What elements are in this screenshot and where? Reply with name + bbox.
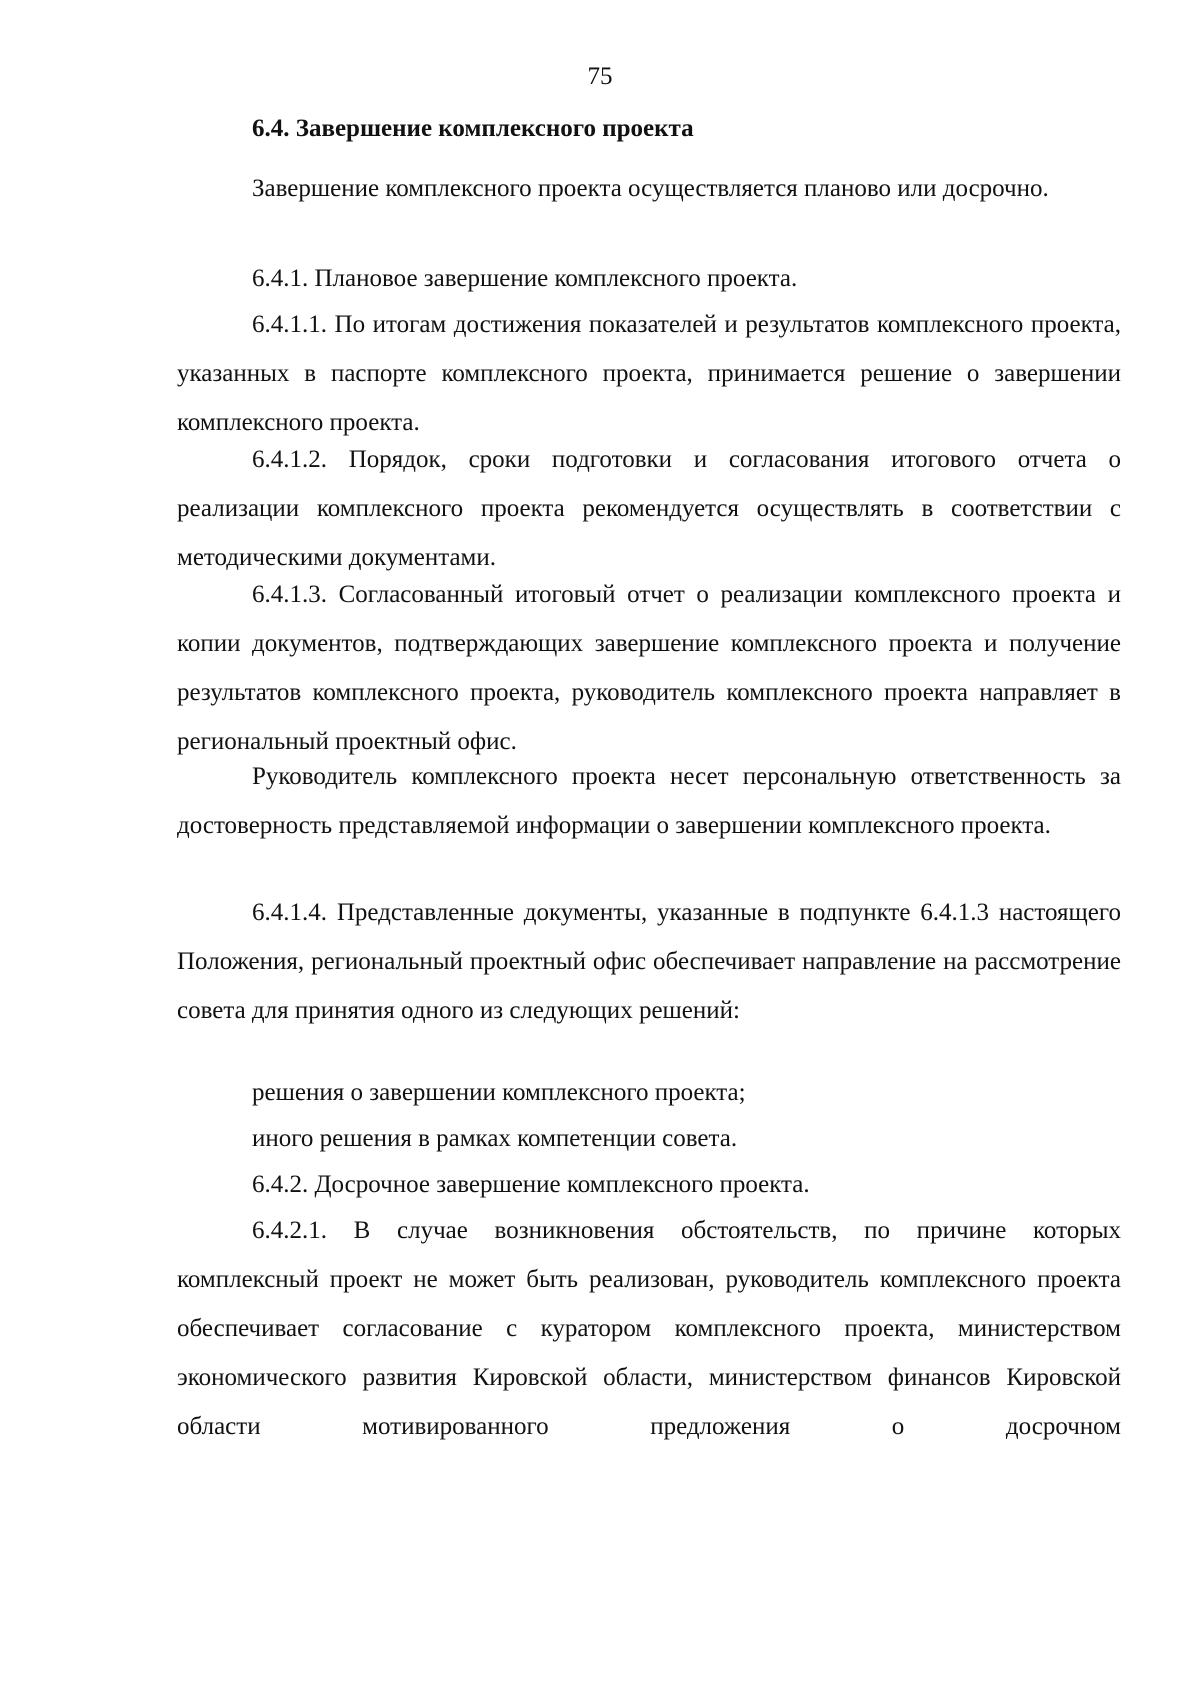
subsection-title: 6.4.1. Плановое завершение комплексного проекта.	[252, 265, 798, 292]
list-item: решения о завершении комплексного проекта;	[252, 1079, 746, 1106]
paragraph: 6.4.1.4. Представленные документы, указанные в подпункте 6.4.1.3 настоящего Положения, региональный проектный офис обеспечивает направление на рассмотрение совета для принятия одного из следующих решений:	[177, 899, 1121, 1024]
page-number: 75	[587, 63, 613, 90]
paragraph: 6.4.1.1. По итогам достижения показателей и результатов комплексного проекта, указанных в паспорте комплексного проекта, принимается решение о завершении комплексного проекта.	[177, 311, 1121, 436]
paragraph: Завершение комплексного проекта осуществляется планово или досрочно.	[252, 175, 1049, 202]
list-item: иного решения в рамках компетенции совета.	[252, 1125, 738, 1152]
paragraph: 6.4.2.1. В случае возникновения обстоятельств, по причине которых комплексный проект не может быть реализован, руководитель комплексного проекта обеспечивает согласование с куратором комплексного проекта, министерством экономического развития Кировской области, министерством финансов Кировской области мотивированного предложения о досрочном	[177, 1217, 1121, 1440]
section-heading: 6.4. Завершение комплексного проекта	[252, 115, 694, 142]
paragraph: 6.4.1.2. Порядок, сроки подготовки и согласования итогового отчета о реализации комплексного проекта рекомендуется осуществлять в соответствии с методическими документами.	[177, 446, 1121, 571]
paragraph: Руководитель комплексного проекта несет персональную ответственность за достоверность представляемой информации о завершении комплексного проекта.	[177, 763, 1121, 839]
subsection-title: 6.4.2. Досрочное завершение комплексного проекта.	[252, 1171, 810, 1198]
paragraph: 6.4.1.3. Согласованный итоговый отчет о реализации комплексного проекта и копии документов, подтверждающих завершение комплексного проекта и получение результатов комплексного проекта, руководитель комплексного проекта направляет в региональный проектный офис.	[177, 581, 1121, 755]
